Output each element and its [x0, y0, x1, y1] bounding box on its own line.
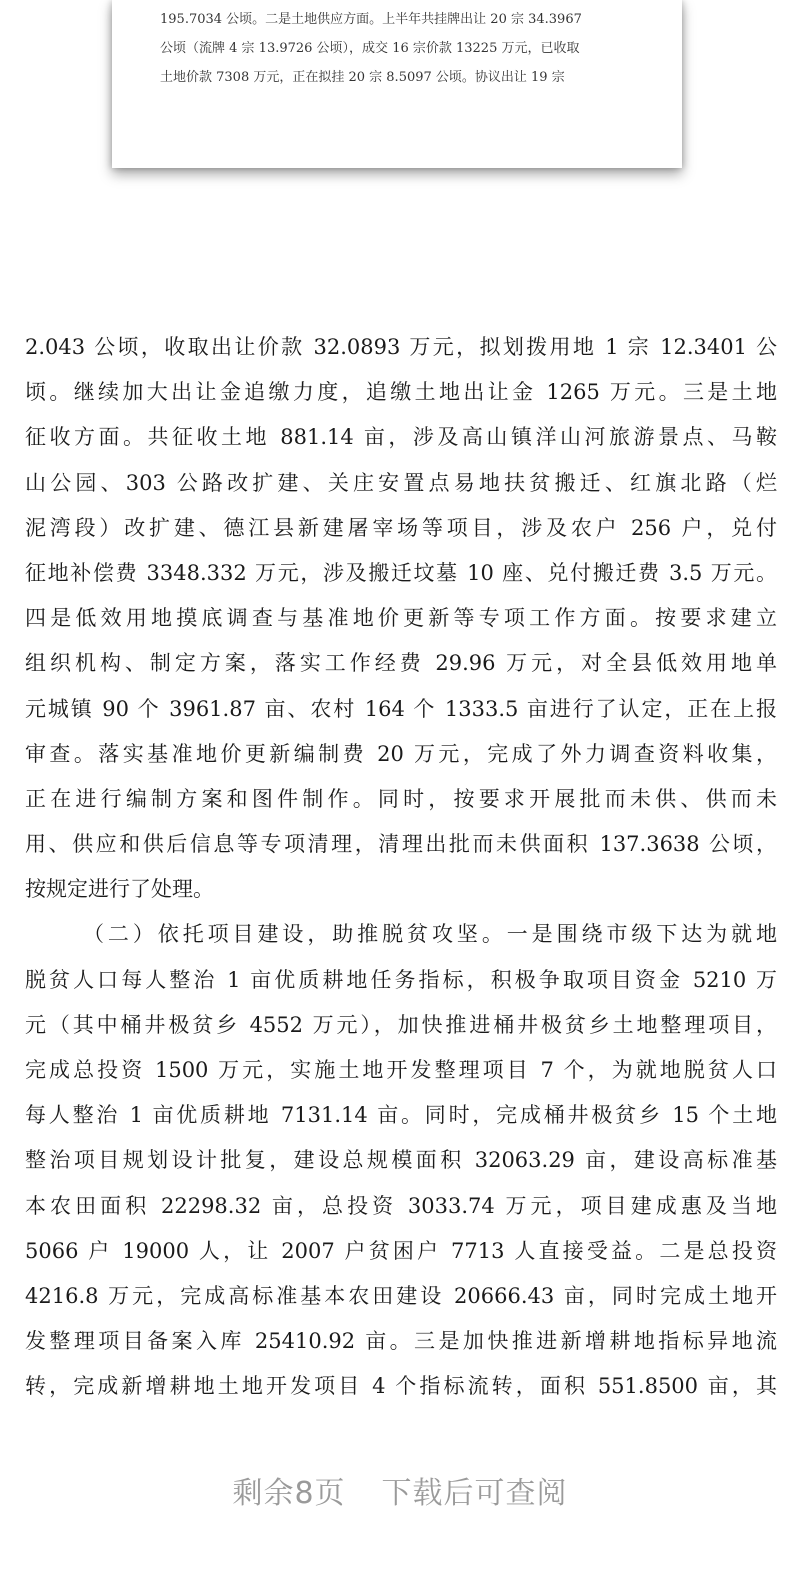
text-line: 用、供应和供后信息等专项清理，清理出批而未供面积 137.3638 公顷， — [25, 832, 777, 857]
text-line: 转，完成新增耕地土地开发项目 4 个指标流转，面积 551.8500 亩，其 — [25, 1374, 777, 1399]
text-line: 元（其中桶井极贫乡 4552 万元），加快推进桶井极贫乡土地整理项目， — [25, 1012, 777, 1037]
text-line: 泥湾段）改扩建、德江县新建屠宰场等项目，涉及农户 256 户，兑付 — [25, 515, 777, 540]
preview-line: 土地价款 7308 万元，正在拟挂 20 宗 8.5097 公顷。协议出让 19 宗 — [160, 70, 565, 85]
text-line: 发整理项目备案入库 25410.92 亩。三是加快推进新增耕地指标异地流 — [25, 1329, 777, 1354]
text-line: 整治项目规划设计批复，建设总规模面积 32063.29 亩，建设高标准基 — [25, 1148, 777, 1173]
text-line: 5066 户 19000 人，让 2007 户贫困户 7713 人直接受益。二是总投资 — [25, 1238, 777, 1263]
download-prompt-button[interactable] — [0, 1468, 800, 1512]
preview-line: 195.7034 公顷。二是土地供应方面。上半年共挂牌出让 20 宗 34.3967 — [160, 12, 582, 27]
text-line: 完成总投资 1500 万元，实施土地开发整理项目 7 个，为就地脱贫人口 — [25, 1058, 777, 1082]
text-line: 4216.8 万元，完成高标准基本农田建设 20666.43 亩，同时完成土地开 — [25, 1283, 777, 1308]
remaining-pages-label: 剩余8页 — [232, 1476, 346, 1511]
text-line: 元城镇 90 个 3961.87 亩、农村 164 个 1333.5 亩进行了认定，正在上报 — [25, 696, 777, 721]
text-line: 按规定进行了处理。 — [25, 877, 214, 902]
text-line: 征收方面。共征收土地 881.14 亩，涉及高山镇洋山河旅游景点、马鞍 — [25, 425, 777, 450]
text-line: 正在进行编制方案和图件制作。同时，按要求开展批而未供、供而未 — [25, 786, 777, 811]
preview-line: 公顷（流牌 4 宗 13.9726 公顷），成交 16 宗价款 13225 万元，已收取 — [160, 41, 580, 56]
text-line: 每人整治 1 亩优质耕地 7131.14 亩。同时，完成桶井极贫乡 15 个土地 — [25, 1103, 777, 1128]
text-line: 本农田面积 22298.32 亩，总投资 3033.74 万元，项目建成惠及当地 — [25, 1193, 777, 1218]
text-line: 山公园、303 公路改扩建、关庄安置点易地扶贫搬迁、红旗北路（烂 — [25, 470, 777, 495]
download-to-view-label: 下载后可查阅 — [381, 1476, 568, 1511]
section-heading-line: （二）依托项目建设，助推脱贫攻坚。一是围绕市级下达为就地 — [83, 922, 777, 947]
page-preview-card — [112, 0, 682, 168]
text-line: 顷。继续加大出让金追缴力度，追缴土地出让金 1265 万元。三是土地 — [25, 380, 777, 405]
text-line: 征地补偿费 3348.332 万元，涉及搬迁坟墓 10 座、兑付搬迁费 3.5 万元。 — [25, 560, 777, 585]
text-line: 组织机构、制定方案，落实工作经费 29.96 万元，对全县低效用地单 — [25, 651, 777, 676]
text-line: 四是低效用地摸底调查与基准地价更新等专项工作方面。按要求建立 — [25, 606, 777, 631]
text-line: 审查。落实基准地价更新编制费 20 万元，完成了外力调查资料收集， — [25, 741, 777, 766]
document-body — [25, 325, 777, 1410]
text-line: 脱贫人口每人整治 1 亩优质耕地任务指标，积极争取项目资金 5210 万 — [25, 967, 777, 992]
text-line: 2.043 公顷，收取出让价款 32.0893 万元，拟划拨用地 1 宗 12.3401 公 — [25, 335, 777, 359]
